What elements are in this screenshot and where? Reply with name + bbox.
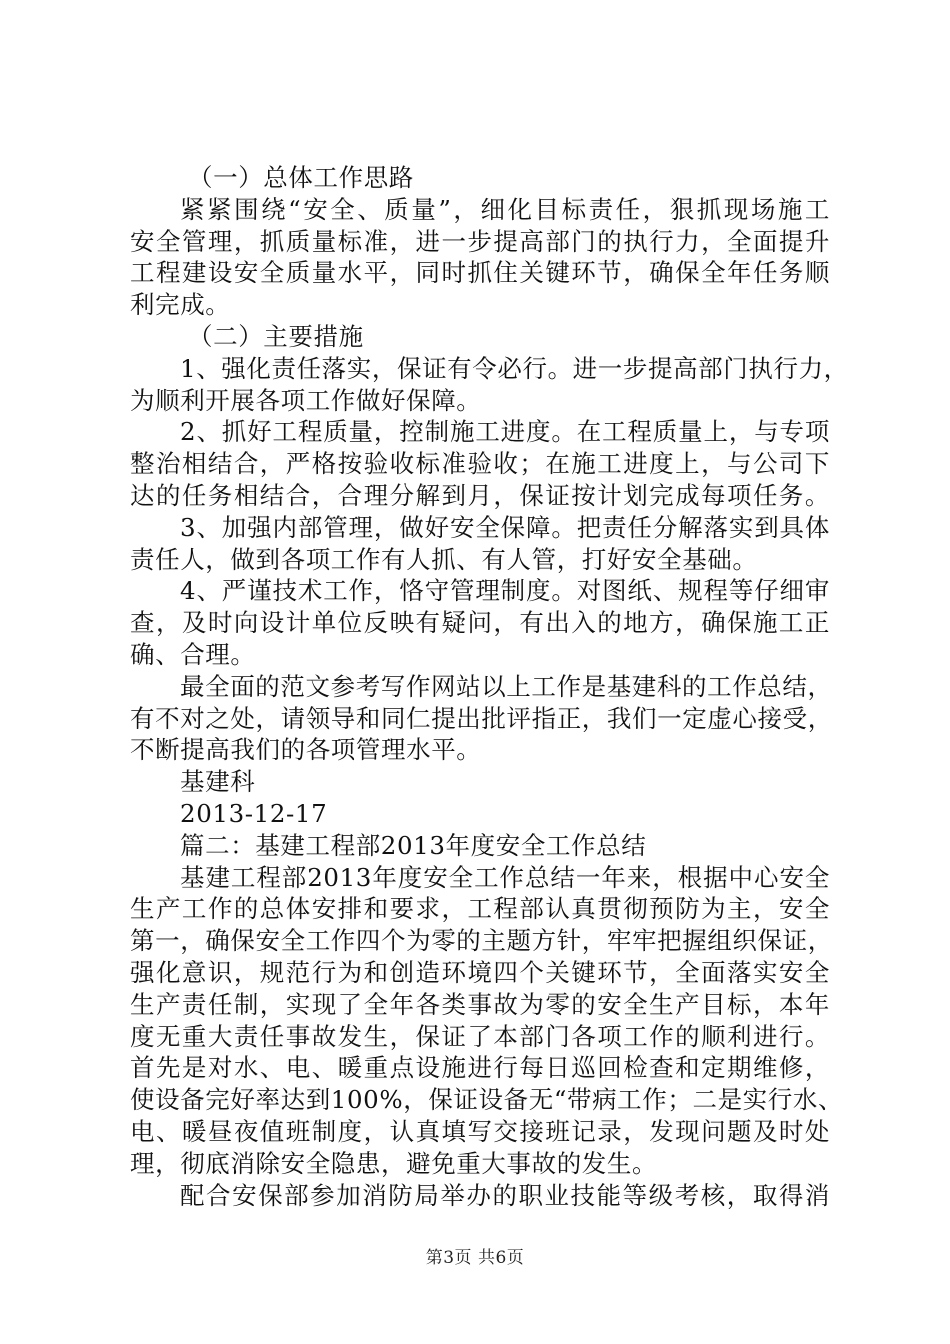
- page-footer: 第3页 共6页: [425, 1248, 525, 1268]
- text-line: 4、严谨技术工作，恪守管理制度。对图纸、规程等仔细审: [180, 576, 830, 606]
- text-line: 1、强化责任落实，保证有令必行。进一步提高部门执行力，: [180, 353, 849, 383]
- text-line: 生产工作的总体安排和要求，工程部认真贯彻预防为主，安全: [130, 894, 830, 924]
- text-line: 度无重大责任事故发生，保证了本部门各项工作的顺利进行。: [130, 1021, 830, 1051]
- text-line: 使设备完好率达到100%，保证设备无“带病工作；二是实行水、: [130, 1085, 844, 1115]
- text-line: 利完成。: [130, 290, 231, 320]
- text-line: 强化意识，规范行为和创造环境四个关键环节，全面落实安全: [130, 957, 830, 987]
- text-line: 责任人，做到各项工作有人抓、有人管，打好安全基础。: [130, 544, 758, 574]
- text-line: 生产责任制，实现了全年各类事故为零的安全生产目标，本年: [130, 989, 830, 1019]
- text-line: 有不对之处，请领导和同仁提出批评指正，我们一定虚心接受，: [130, 703, 833, 733]
- text-line: 工程建设安全质量水平，同时抓住关键环节，确保全年任务顺: [130, 258, 830, 288]
- text-line: 配合安保部参加消防局举办的职业技能等级考核，取得消: [180, 1180, 830, 1210]
- text-line: （一）总体工作思路: [188, 163, 414, 192]
- text-line: （二）主要措施: [188, 321, 364, 351]
- text-line: 2013-12-17: [180, 798, 328, 828]
- text-line: 基建工程部2013年度安全工作总结一年来，根据中心安全: [180, 862, 830, 892]
- text-line: 篇二：基建工程部2013年度安全工作总结: [180, 830, 647, 860]
- text-line: 最全面的范文参考写作网站以上工作是基建科的工作总结，: [180, 671, 833, 701]
- text-line: 确、合理。: [130, 639, 256, 669]
- text-line: 达的任务相结合，合理分解到月，保证按计划完成每项任务。: [130, 480, 830, 510]
- text-line: 紧紧围绕“安全、质量”，细化目标责任，狠抓现场施工: [180, 194, 830, 224]
- text-line: 为顺利开展各项工作做好保障。: [130, 385, 482, 415]
- text-line: 2、抓好工程质量，控制施工进度。在工程质量上，与专项: [180, 417, 830, 447]
- text-line: 查，及时向设计单位反映有疑问，有出入的地方，确保施工正: [130, 608, 830, 638]
- document-body: [130, 162, 849, 1211]
- text-line: 基建科: [180, 767, 256, 797]
- text-line: 不断提高我们的各项管理水平。: [130, 735, 482, 765]
- text-line: 电、暖昼夜值班制度，认真填写交接班记录，发现问题及时处: [130, 1116, 830, 1146]
- text-line: 第一，确保安全工作四个为零的主题方针，牢牢把握组织保证，: [130, 926, 833, 956]
- text-line: 整治相结合，严格按验收标准验收；在施工进度上，与公司下: [130, 449, 830, 479]
- text-line: 理，彻底消除安全隐患，避免重大事故的发生。: [130, 1148, 658, 1178]
- text-line: 安全管理，抓质量标准，进一步提高部门的执行力，全面提升: [130, 226, 830, 256]
- text-line: 3、加强内部管理，做好安全保障。把责任分解落实到具体: [180, 512, 830, 542]
- text-line: 首先是对水、电、暖重点设施进行每日巡回检查和定期维修，: [130, 1053, 830, 1083]
